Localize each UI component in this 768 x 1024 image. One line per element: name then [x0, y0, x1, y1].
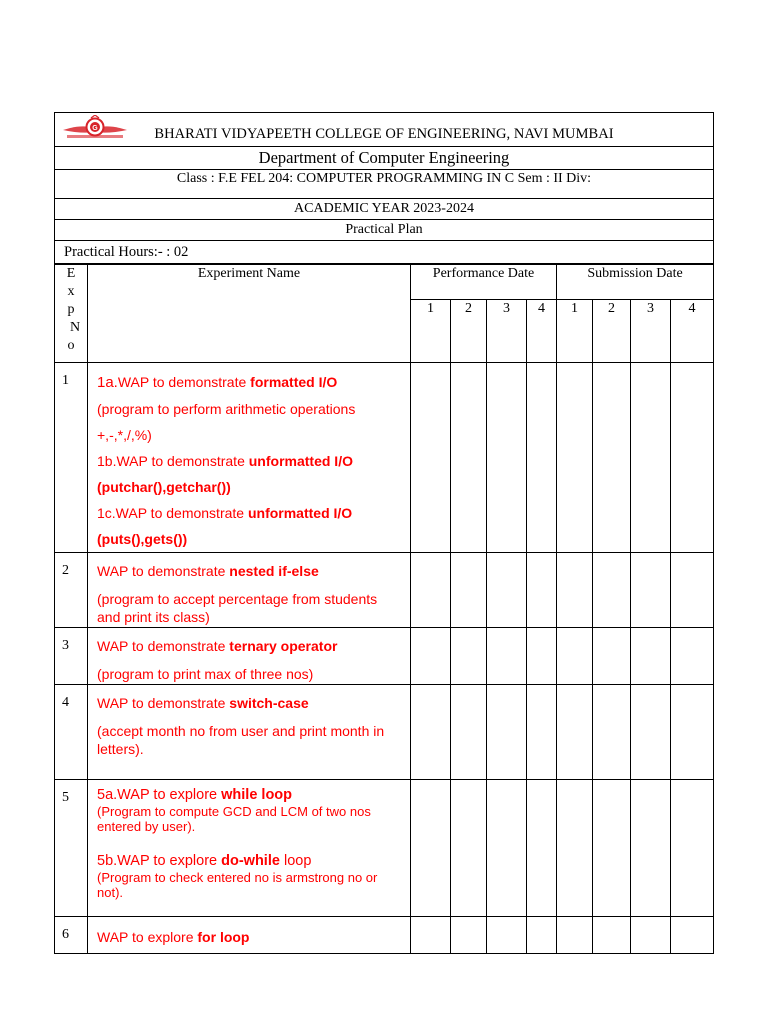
perf-col-3: 3 — [487, 300, 527, 363]
date-cell[interactable] — [411, 363, 451, 553]
date-cell[interactable] — [527, 363, 557, 553]
class-course-row — [55, 170, 714, 199]
experiment-name-cell: WAP to explore for loop — [88, 917, 411, 954]
date-cell[interactable] — [451, 780, 487, 917]
table-row — [55, 780, 714, 917]
date-cell[interactable] — [557, 780, 593, 917]
experiment-name-cell: WAP to demonstrate nested if-else (program to accept percentage from students and print its class) — [88, 553, 411, 628]
class-label: Class : F.E — [176, 171, 237, 186]
table-row — [55, 553, 714, 628]
date-cell[interactable] — [487, 780, 527, 917]
experiment-name-header: Experiment Name — [88, 265, 411, 363]
experiment-name-cell: WAP to demonstrate ternary operator (program to print max of three nos) — [88, 628, 411, 685]
submission-date-header: Submission Date — [557, 265, 714, 300]
performance-date-header: Performance Date — [411, 265, 557, 300]
date-cell[interactable] — [527, 628, 557, 685]
department-name: Department of Computer Engineering — [55, 147, 714, 170]
svg-text:G: G — [92, 125, 98, 132]
academic-year: ACADEMIC YEAR 2023-2024 — [55, 199, 714, 220]
sub-col-1: 1 — [557, 300, 593, 363]
date-cell[interactable] — [631, 628, 671, 685]
date-cell[interactable] — [527, 917, 557, 954]
practical-plan-title: Practical Plan — [55, 220, 714, 241]
experiments-table — [54, 264, 714, 954]
date-cell[interactable] — [411, 780, 451, 917]
college-name: BHARATI VIDYAPEETH COLLEGE OF ENGINEERING, NAVI MUMBAI — [154, 125, 614, 142]
table-row — [55, 628, 714, 685]
college-header-cell — [55, 113, 714, 147]
perf-col-2: 2 — [451, 300, 487, 363]
table-row — [55, 685, 714, 780]
exp-number: 4 — [55, 685, 88, 780]
date-cell[interactable] — [557, 553, 593, 628]
date-cell[interactable] — [487, 363, 527, 553]
date-cell[interactable] — [451, 685, 487, 780]
exp-number: 5 — [55, 780, 88, 917]
date-cell[interactable] — [411, 553, 451, 628]
date-cell[interactable] — [631, 685, 671, 780]
date-cell[interactable] — [671, 917, 714, 954]
date-cell[interactable] — [631, 553, 671, 628]
date-cell[interactable] — [671, 628, 714, 685]
date-cell[interactable] — [557, 628, 593, 685]
date-cell[interactable] — [593, 363, 631, 553]
date-cell[interactable] — [527, 780, 557, 917]
exp-number: 6 — [55, 917, 88, 954]
date-cell[interactable] — [593, 685, 631, 780]
practical-hours: Practical Hours:- : 02 — [55, 241, 714, 264]
date-cell[interactable] — [631, 780, 671, 917]
college-logo-icon — [61, 115, 129, 141]
date-cell[interactable] — [557, 917, 593, 954]
date-cell[interactable] — [593, 780, 631, 917]
sub-col-4: 4 — [671, 300, 714, 363]
perf-col-1: 1 — [411, 300, 451, 363]
perf-col-4: 4 — [527, 300, 557, 363]
date-cell[interactable] — [451, 553, 487, 628]
table-row — [55, 363, 714, 553]
date-cell[interactable] — [411, 628, 451, 685]
sem-div-label: Sem : II Div: — [517, 171, 592, 186]
date-cell[interactable] — [593, 917, 631, 954]
date-cell[interactable] — [631, 363, 671, 553]
course-title: FEL 204: COMPUTER PROGRAMMING IN C — [240, 171, 515, 186]
date-cell[interactable] — [671, 553, 714, 628]
date-cell[interactable] — [631, 917, 671, 954]
date-cell[interactable] — [593, 628, 631, 685]
date-cell[interactable] — [557, 685, 593, 780]
experiment-name-cell: 5a.WAP to explore while loop (Program to compute GCD and LCM of two nos entered by user). 5b.WAP to explore do-while loop (Program to check entered no is armstrong no or not). — [88, 780, 411, 917]
exp-number: 3 — [55, 628, 88, 685]
table-row — [55, 917, 714, 954]
experiment-name-cell: WAP to demonstrate switch-case (accept month no from user and print month in letters). — [88, 685, 411, 780]
date-cell[interactable] — [487, 553, 527, 628]
date-cell[interactable] — [451, 363, 487, 553]
date-cell[interactable] — [487, 917, 527, 954]
date-cell[interactable] — [671, 780, 714, 917]
date-cell[interactable] — [671, 685, 714, 780]
experiment-name-cell: 1a.WAP to demonstrate formatted I/O (program to perform arithmetic operations +,-,*,/,%) 1b.WAP to demonstrate unformatted I/O (putchar(),getchar()) 1c.WAP to demonstrate unformatted I/O (puts(),gets()) — [88, 363, 411, 553]
date-cell[interactable] — [671, 363, 714, 553]
header-table — [54, 112, 714, 264]
date-cell[interactable] — [527, 553, 557, 628]
exp-number: 1 — [55, 363, 88, 553]
date-cell[interactable] — [411, 685, 451, 780]
date-cell[interactable] — [527, 685, 557, 780]
exp-number: 2 — [55, 553, 88, 628]
date-cell[interactable] — [487, 628, 527, 685]
practical-plan-document — [54, 112, 714, 954]
date-cell[interactable] — [593, 553, 631, 628]
sub-col-3: 3 — [631, 300, 671, 363]
date-cell[interactable] — [487, 685, 527, 780]
sub-col-2: 2 — [593, 300, 631, 363]
date-cell[interactable] — [411, 917, 451, 954]
date-cell[interactable] — [451, 917, 487, 954]
date-cell[interactable] — [557, 363, 593, 553]
exp-no-header: E x p N o — [55, 265, 88, 363]
date-cell[interactable] — [451, 628, 487, 685]
